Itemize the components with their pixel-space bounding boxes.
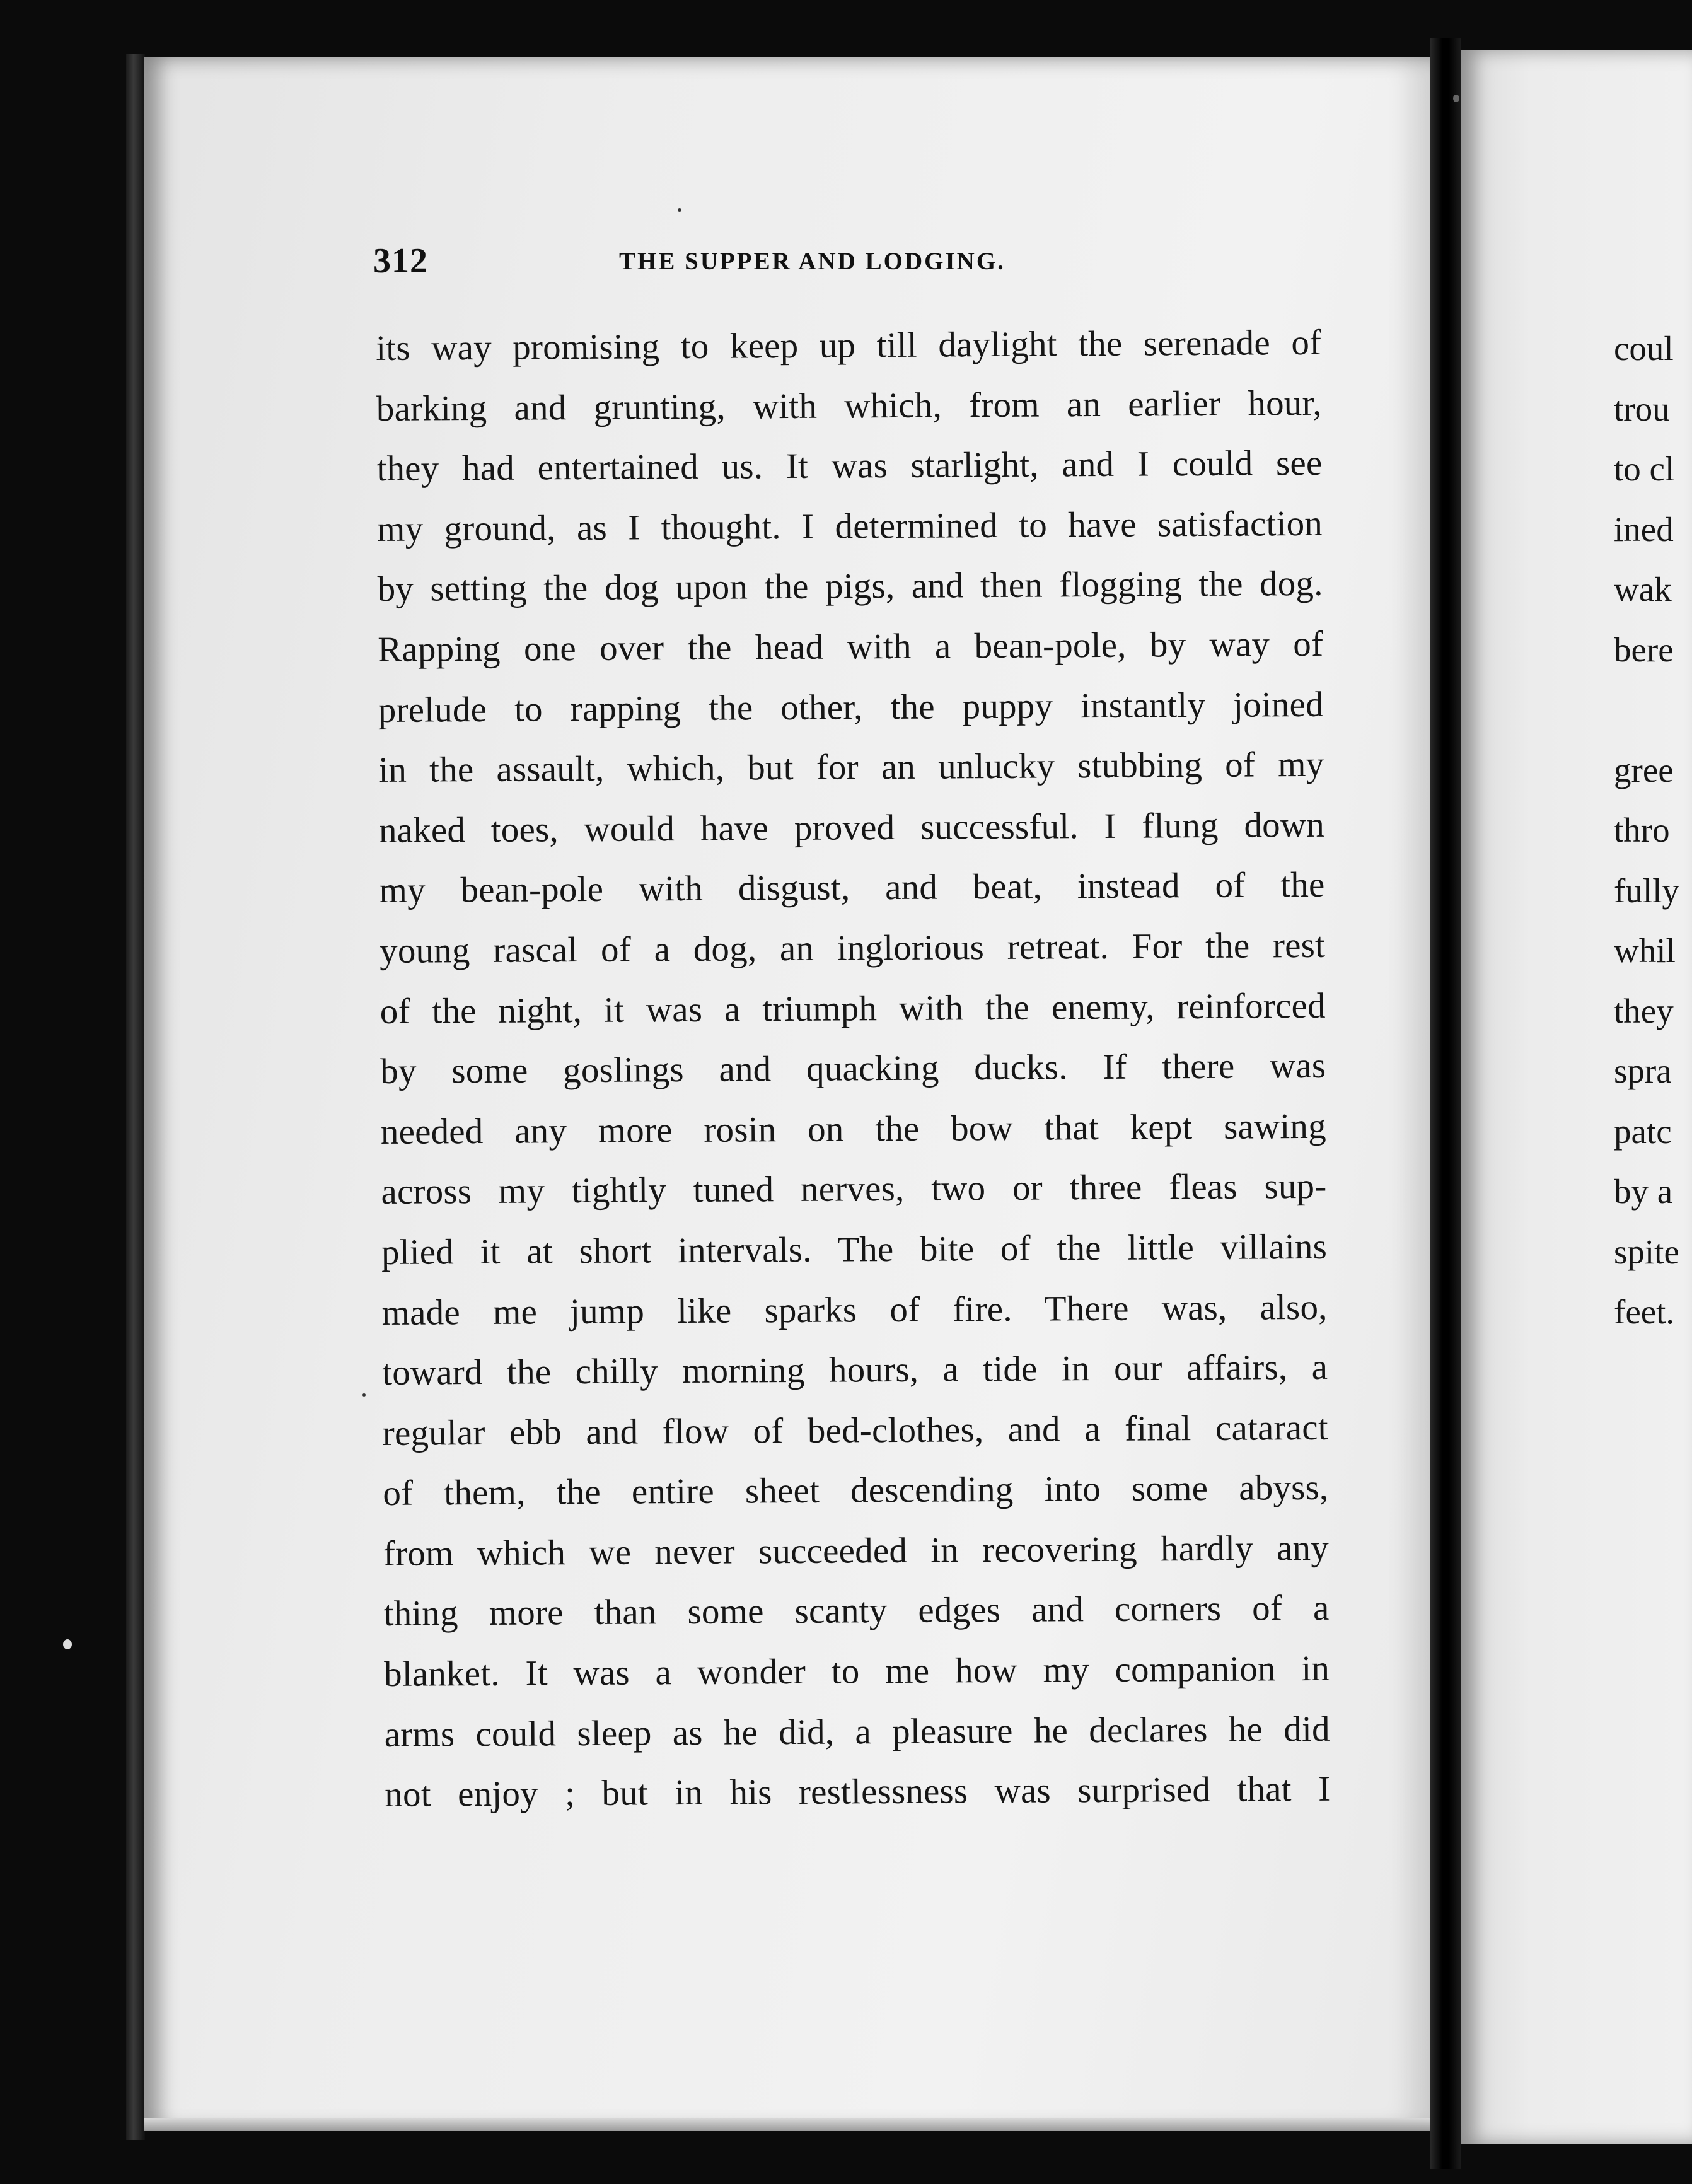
body-text xyxy=(376,313,1331,1825)
facing-text-fragment: trou xyxy=(1614,389,1670,428)
facing-text-fragment: bere xyxy=(1614,630,1674,669)
text-line: my bean-pole with disgust, and beat, instead of the xyxy=(379,865,1325,911)
facing-text-fragment: thro xyxy=(1614,811,1670,849)
dust-speck xyxy=(63,1639,72,1649)
dust-speck xyxy=(1453,95,1459,102)
text-line: of the night, it was a triumph with the enemy, reinforced xyxy=(380,985,1326,1031)
text-line: needed any more rosin on the bow that kept sawing xyxy=(380,1106,1327,1152)
text-line: thing more than some scanty edges and corners of a xyxy=(383,1588,1330,1634)
text-line: Rapping one over the head with a bean-pole, by way of xyxy=(378,624,1324,670)
facing-text-fragment: by a xyxy=(1614,1172,1673,1211)
text-line: not enjoy ; but in his restlessness was surprised that I xyxy=(385,1769,1331,1815)
text-line: barking and grunting, with which, from an earlier hour, xyxy=(376,383,1323,429)
facing-text-fragment: wak xyxy=(1614,570,1672,608)
dust-speck xyxy=(678,208,681,212)
facing-text-fragment: ined xyxy=(1614,509,1674,549)
facing-text-fragment: to cl xyxy=(1614,450,1675,488)
facing-text-fragment xyxy=(1614,680,1692,740)
dust-speck xyxy=(362,1393,366,1397)
facing-text-fragment: feet. xyxy=(1614,1292,1675,1331)
text-line: naked toes, would have proved successful. I flung down xyxy=(378,804,1325,851)
facing-text-fragment: gree xyxy=(1614,750,1674,789)
facing-text-fragment: fully xyxy=(1614,871,1679,910)
text-line: toward the chilly morning hours, a tide in our affairs, a xyxy=(382,1347,1328,1393)
text-line: plied it at short intervals. The bite of the little villains xyxy=(381,1226,1328,1272)
text-line: in the assault, which, but for an unlucky stubbing of my xyxy=(378,744,1324,791)
text-line: my ground, as I thought. I determined to have satisfaction xyxy=(376,503,1323,549)
text-line: of them, the entire sheet descending into some abyss, xyxy=(383,1468,1329,1514)
facing-page-text xyxy=(1614,318,1692,1342)
text-line: regular ebb and flow of bed-clothes, and a final cataract xyxy=(382,1407,1328,1453)
facing-text-fragment: spite xyxy=(1614,1232,1679,1271)
facing-text-fragment: whil xyxy=(1614,931,1676,970)
text-line: made me jump like sparks of fire. There was, also, xyxy=(381,1287,1328,1333)
text-line: its way promising to keep up till daylight the serenade of xyxy=(376,322,1322,368)
page-bottom-edge xyxy=(144,2118,1430,2131)
facing-text-fragment: they xyxy=(1614,991,1674,1030)
text-line: by some goslings and quacking ducks. If there was xyxy=(380,1045,1326,1092)
facing-text-fragment: coul xyxy=(1614,329,1674,368)
text-line: from which we never succeeded in recovering hardly any xyxy=(383,1528,1330,1574)
text-line: by setting the dog upon the pigs, and then flogging the dog. xyxy=(377,564,1323,610)
text-line: they had entertained us. It was starlight, and I could see xyxy=(376,443,1323,489)
page-number: 312 xyxy=(373,241,428,281)
text-line: young rascal of a dog, an inglorious retreat. For the rest xyxy=(379,925,1326,971)
book-spine-edge xyxy=(126,54,145,2140)
text-line: blanket. It was a wonder to me how my companion in xyxy=(383,1648,1330,1695)
text-line: arms could sleep as he did, a pleasure he declares he did xyxy=(384,1709,1330,1755)
running-title: THE SUPPER AND LODGING. xyxy=(619,248,1005,275)
facing-text-fragment: patc xyxy=(1614,1112,1672,1151)
text-line: across my tightly tuned nerves, two or three fleas sup- xyxy=(381,1166,1327,1212)
text-line: prelude to rapping the other, the puppy instantly joined xyxy=(378,684,1324,730)
running-head xyxy=(373,241,1325,285)
book-gutter xyxy=(1430,38,1461,2169)
facing-text-fragment: spra xyxy=(1614,1052,1672,1090)
